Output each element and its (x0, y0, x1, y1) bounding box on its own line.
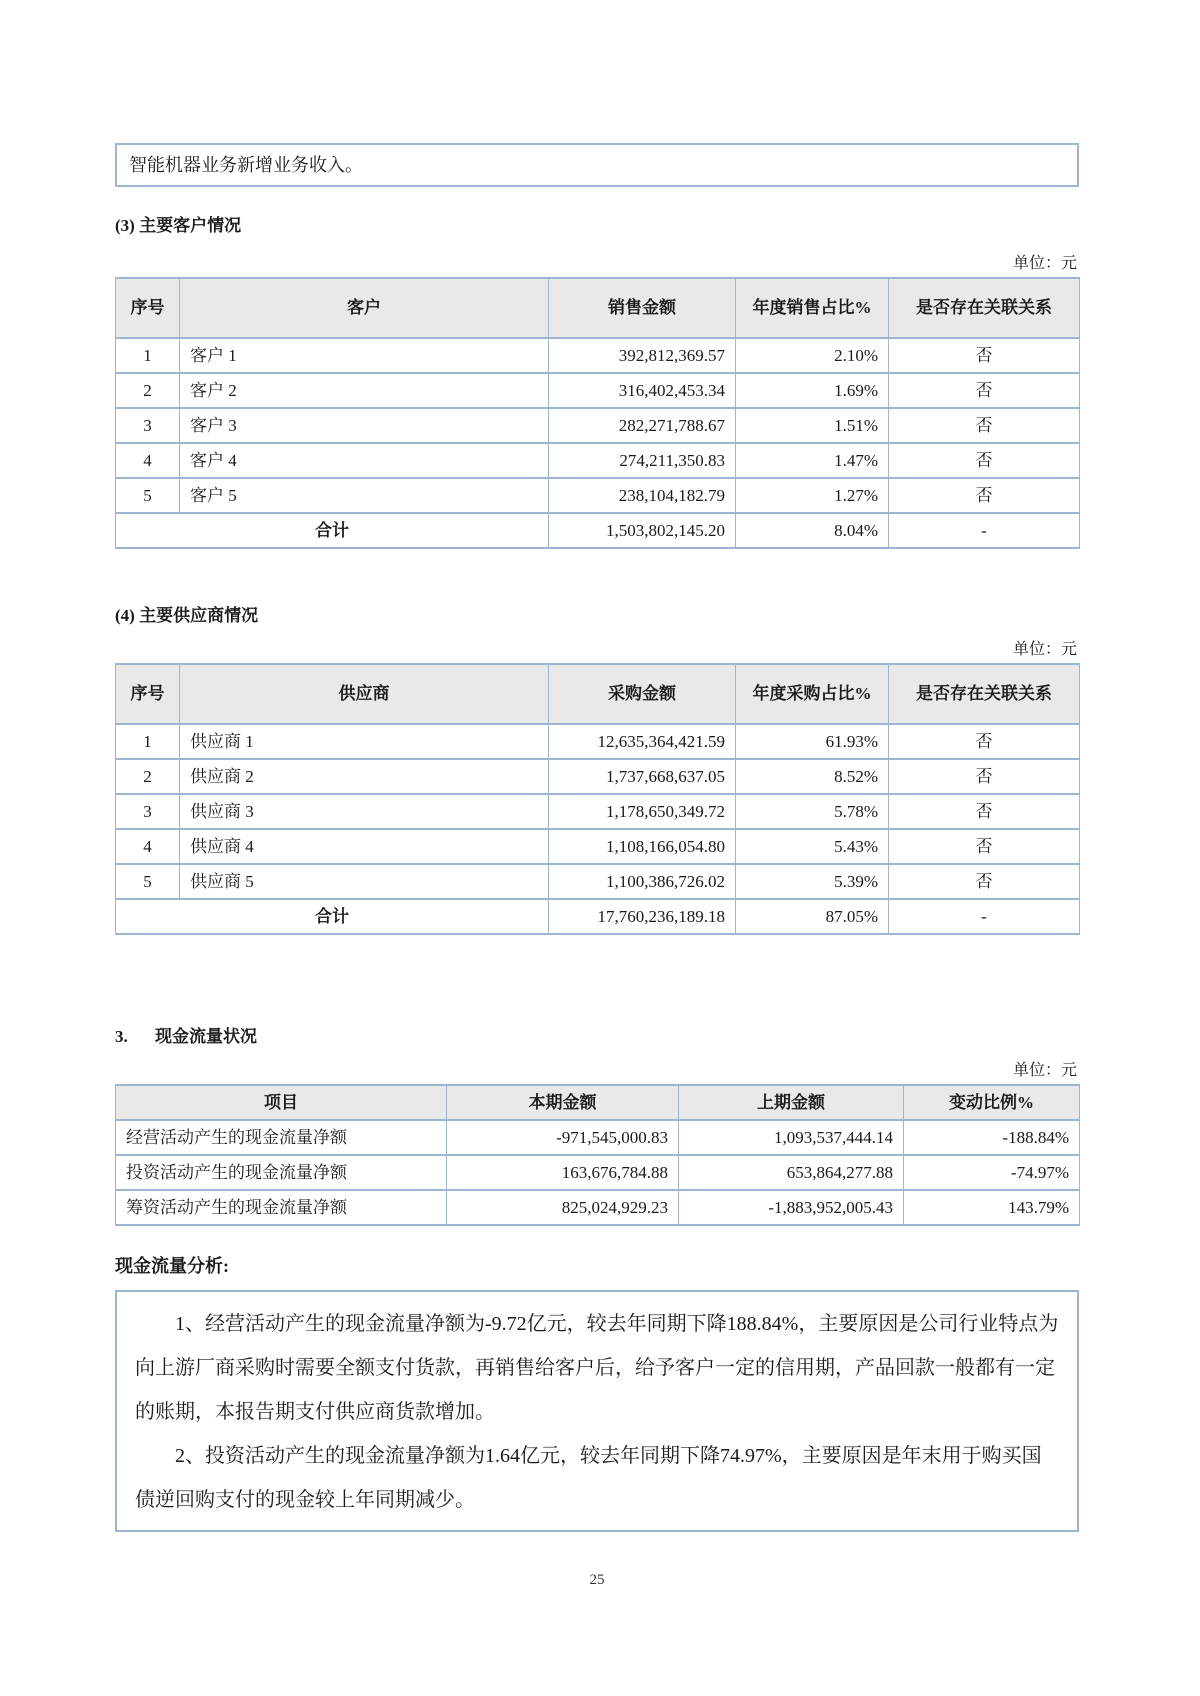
cashflow-heading-number: 3. (115, 1027, 128, 1046)
table-cell: 否 (889, 864, 1080, 899)
table-cell: -74.97% (904, 1155, 1080, 1190)
table-cell: 1.27% (736, 478, 889, 513)
header-row (116, 664, 1080, 724)
col-header: 是否存在关联关系 (889, 278, 1080, 338)
col-header: 变动比例% (904, 1085, 1080, 1120)
header-row (116, 278, 1080, 338)
table-cell: 供应商 2 (180, 759, 549, 794)
col-header: 供应商 (180, 664, 549, 724)
suppliers-table-header (116, 664, 1080, 724)
table-cell: 否 (889, 478, 1080, 513)
table-cell: 5.39% (736, 864, 889, 899)
table-row (116, 408, 1080, 443)
table-cell: 282,271,788.67 (549, 408, 736, 443)
unit-label: 单位：元 (1012, 255, 1077, 272)
col-header: 上期金额 (679, 1085, 904, 1120)
analysis-paragraph: 1、经营活动产生的现金流量净额为-9.72亿元，较去年同期下降188.84%，主要原因是公司行业特点为向上游厂商采购时需要全额支付货款，再销售给客户后，给予客户一定的信用期，产品回款一般都有一定的账期，本报告期支付供应商货款增加。 (135, 1313, 1059, 1423)
table-cell: 否 (889, 794, 1080, 829)
analysis-heading: 现金流量分析: (115, 1256, 229, 1276)
table-cell: 4 (116, 829, 180, 864)
col-header: 销售金额 (549, 278, 736, 338)
header-row (116, 1085, 1080, 1120)
table-cell: 2 (116, 373, 180, 408)
table-cell: 否 (889, 338, 1080, 373)
table-cell: 5.43% (736, 829, 889, 864)
table-cell: 3 (116, 408, 180, 443)
total-label: 合计 (116, 899, 549, 934)
col-header: 序号 (116, 664, 180, 724)
cashflow-table-body (116, 1120, 1080, 1225)
table-cell: 客户 3 (180, 408, 549, 443)
table-cell: 经营活动产生的现金流量净额 (116, 1120, 447, 1155)
table-cell: 供应商 1 (180, 724, 549, 759)
table-cell: 客户 1 (180, 338, 549, 373)
table-cell: 2 (116, 759, 180, 794)
col-header: 年度销售占比% (736, 278, 889, 338)
table-row (116, 759, 1080, 794)
table-cell: 客户 4 (180, 443, 549, 478)
col-header: 项目 (116, 1085, 447, 1120)
table-cell: 客户 2 (180, 373, 549, 408)
table-row (116, 724, 1080, 759)
suppliers-table (115, 663, 1080, 935)
col-header: 年度采购占比% (736, 664, 889, 724)
table-cell: 316,402,453.34 (549, 373, 736, 408)
table-cell: 392,812,369.57 (549, 338, 736, 373)
table-row (116, 373, 1080, 408)
table-row (116, 478, 1080, 513)
total-ratio: 87.05% (736, 899, 889, 934)
table-cell: 1.47% (736, 443, 889, 478)
suppliers-heading: (4) 主要供应商情况 (115, 606, 259, 625)
table-cell: 1,093,537,444.14 (679, 1120, 904, 1155)
table-cell: 8.52% (736, 759, 889, 794)
table-cell: 否 (889, 829, 1080, 864)
customers-table-body (116, 338, 1080, 513)
total-ratio: 8.04% (736, 513, 889, 548)
table-row (116, 1155, 1080, 1190)
table-cell: 143.79% (904, 1190, 1080, 1225)
table-cell: 2.10% (736, 338, 889, 373)
table-cell: 1.69% (736, 373, 889, 408)
table-cell: 5 (116, 864, 180, 899)
cashflow-table-header (116, 1085, 1080, 1120)
col-header: 是否存在关联关系 (889, 664, 1080, 724)
col-header: 序号 (116, 278, 180, 338)
table-cell: 筹资活动产生的现金流量净额 (116, 1190, 447, 1225)
table-row (116, 1120, 1080, 1155)
top-note-box (115, 143, 1079, 187)
suppliers-table-footer (116, 899, 1080, 934)
table-cell: 投资活动产生的现金流量净额 (116, 1155, 447, 1190)
col-header: 本期金额 (447, 1085, 679, 1120)
unit-label: 单位：元 (1012, 641, 1077, 658)
table-cell: 否 (889, 373, 1080, 408)
total-related: - (889, 899, 1080, 934)
table-cell: 1,108,166,054.80 (549, 829, 736, 864)
customers-table-header (116, 278, 1080, 338)
table-cell: 1.51% (736, 408, 889, 443)
top-note-text: 智能机器业务新增业务收入。 (129, 155, 363, 175)
page-number: 25 (589, 1572, 605, 1588)
cashflow-heading (115, 1026, 1079, 1048)
page-content (115, 143, 1079, 1589)
table-cell: 61.93% (736, 724, 889, 759)
col-header: 采购金额 (549, 664, 736, 724)
table-cell: 否 (889, 759, 1080, 794)
table-cell: 否 (889, 443, 1080, 478)
table-cell: 否 (889, 408, 1080, 443)
total-amount: 1,503,802,145.20 (549, 513, 736, 548)
table-cell: -971,545,000.83 (447, 1120, 679, 1155)
table-cell: 否 (889, 724, 1080, 759)
total-row (116, 513, 1080, 548)
table-row (116, 794, 1080, 829)
suppliers-table-body (116, 724, 1080, 899)
total-row (116, 899, 1080, 934)
cashflow-heading-title: 现金流量状况 (155, 1027, 257, 1046)
table-cell: 1 (116, 724, 180, 759)
table-row (116, 443, 1080, 478)
table-cell: 5.78% (736, 794, 889, 829)
customers-heading: (3) 主要客户情况 (115, 216, 242, 235)
table-cell: 1 (116, 338, 180, 373)
table-cell: 1,178,650,349.72 (549, 794, 736, 829)
analysis-paragraph: 2、投资活动产生的现金流量净额为1.64亿元，较去年同期下降74.97%，主要原因是年末用于购买国债逆回购支付的现金较上年同期减少。 (135, 1445, 1042, 1511)
col-header: 客户 (180, 278, 549, 338)
table-cell: 5 (116, 478, 180, 513)
table-cell: 163,676,784.88 (447, 1155, 679, 1190)
table-cell: 4 (116, 443, 180, 478)
table-cell: 供应商 5 (180, 864, 549, 899)
customers-table-footer (116, 513, 1080, 548)
table-cell: 12,635,364,421.59 (549, 724, 736, 759)
table-cell: 供应商 3 (180, 794, 549, 829)
table-cell: -188.84% (904, 1120, 1080, 1155)
table-cell: 1,737,668,637.05 (549, 759, 736, 794)
total-label: 合计 (116, 513, 549, 548)
table-row (116, 1190, 1080, 1225)
table-cell: 供应商 4 (180, 829, 549, 864)
table-row (116, 829, 1080, 864)
customers-table (115, 277, 1080, 549)
total-related: - (889, 513, 1080, 548)
table-cell: 653,864,277.88 (679, 1155, 904, 1190)
table-cell: 3 (116, 794, 180, 829)
table-cell: -1,883,952,005.43 (679, 1190, 904, 1225)
unit-label: 单位：元 (1012, 1062, 1077, 1079)
table-row (116, 864, 1080, 899)
table-cell: 1,100,386,726.02 (549, 864, 736, 899)
table-cell: 客户 5 (180, 478, 549, 513)
table-cell: 238,104,182.79 (549, 478, 736, 513)
total-amount: 17,760,236,189.18 (549, 899, 736, 934)
cashflow-table (115, 1084, 1080, 1226)
table-row (116, 338, 1080, 373)
table-cell: 825,024,929.23 (447, 1190, 679, 1225)
table-cell: 274,211,350.83 (549, 443, 736, 478)
analysis-box (115, 1290, 1079, 1532)
